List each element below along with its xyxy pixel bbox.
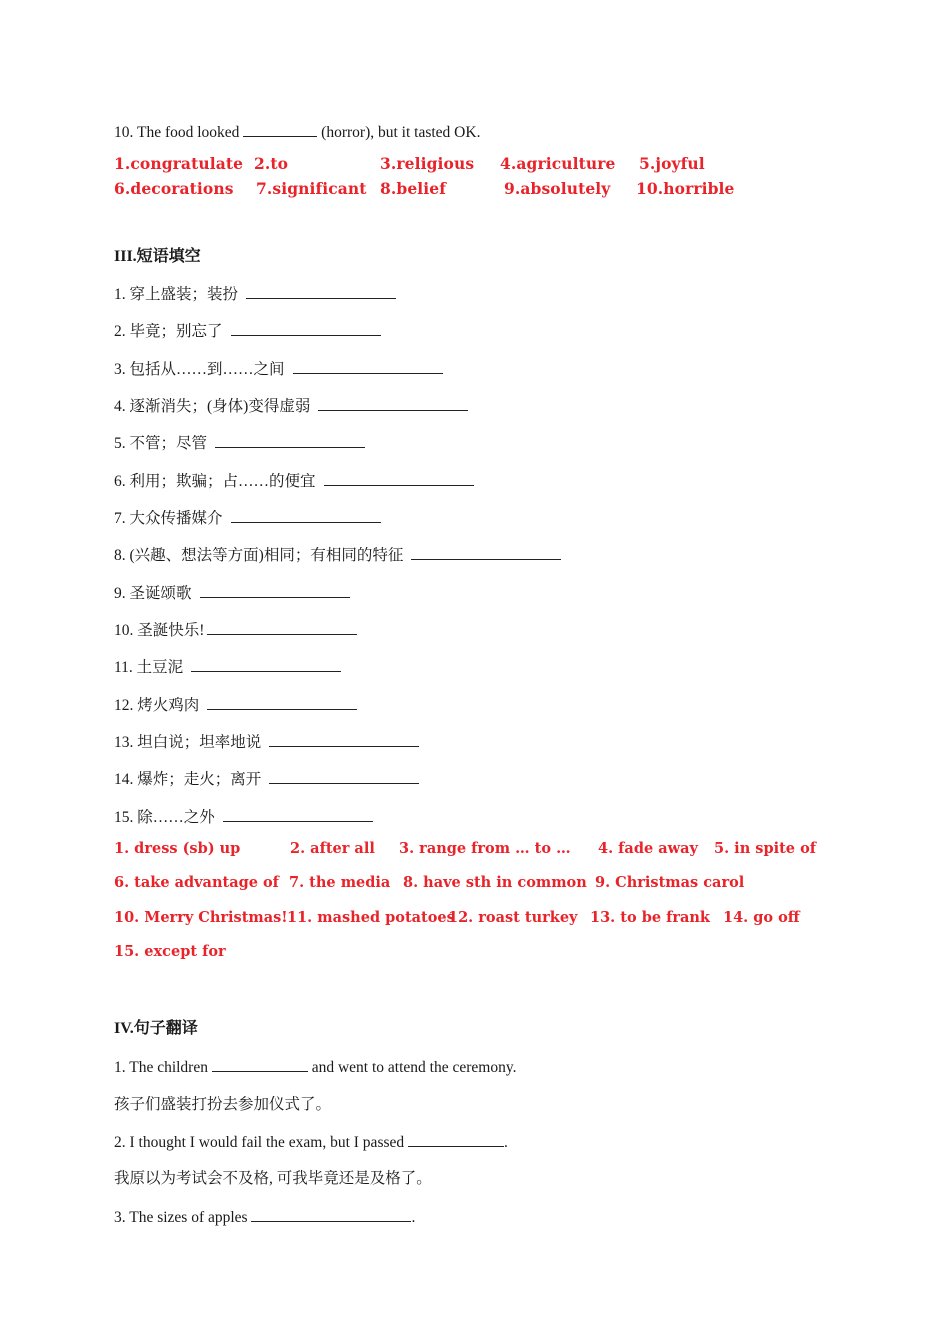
answer-key-item: 2.to [254, 154, 289, 173]
translation-item [114, 1207, 415, 1228]
answer-blank[interactable] [269, 732, 419, 747]
answer-blank[interactable] [223, 807, 373, 822]
phrase-prompt: 9. 圣诞颂歌 [114, 585, 192, 602]
answer-blank[interactable] [411, 545, 561, 560]
answer-key-item: 9.absolutely [504, 179, 611, 198]
answer-key-item: 13. to be frank [590, 909, 710, 926]
answer-blank[interactable] [408, 1132, 504, 1147]
phrase-item [114, 321, 381, 342]
answer-blank[interactable] [215, 433, 365, 448]
answer-key-item: 4.agriculture [500, 154, 616, 173]
section-title: IV.句子翻译 [114, 1020, 198, 1037]
question-text: (horror), but it tasted OK. [317, 124, 481, 141]
phrase-item [114, 471, 474, 492]
translation-item [114, 1132, 508, 1153]
phrase-prompt: 5. 不管；尽管 [114, 435, 208, 452]
answer-key-item: 11. mashed potatoes [287, 909, 455, 926]
answer-key-item: 10. Merry Christmas! [114, 909, 288, 926]
answer-key-item: 2. after all [290, 840, 375, 857]
answer-key-item: 7.significant [256, 179, 367, 198]
answer-key-item: 1. dress (sb) up [114, 840, 241, 857]
phrase-item [114, 695, 357, 716]
translation-chinese: 我原以为考试会不及格, 可我毕竟还是及格了。 [114, 1170, 432, 1187]
phrase-prompt: 11. 土豆泥 [114, 659, 184, 676]
phrase-item [114, 807, 373, 828]
answer-blank[interactable] [207, 695, 357, 710]
answer-blank[interactable] [251, 1207, 411, 1222]
phrase-item [114, 359, 443, 380]
answer-key-item: 6.decorations [114, 179, 234, 198]
phrase-prompt: 2. 毕竟；别忘了 [114, 323, 223, 340]
phrase-item [114, 657, 341, 678]
answer-blank[interactable] [191, 657, 341, 672]
phrase-item [114, 508, 381, 529]
phrase-prompt: 4. 逐渐消失；(身体)变得虚弱 [114, 398, 311, 415]
answer-blank[interactable] [207, 620, 357, 635]
translation-chinese: 孩子们盛装打扮去参加仪式了。 [114, 1096, 332, 1113]
answer-blank[interactable] [243, 122, 317, 137]
sentence-text: . [411, 1209, 416, 1226]
phrase-prompt: 8. (兴趣、想法等方面)相同；有相同的特征 [114, 547, 404, 564]
answer-key-item: 3. range from … to … [399, 840, 571, 857]
section-title: III.短语填空 [114, 248, 201, 265]
answer-key-item: 3.religious [380, 154, 475, 173]
answer-blank[interactable] [324, 471, 474, 486]
answer-blank[interactable] [212, 1057, 308, 1072]
phrase-prompt: 1. 穿上盛装；装扮 [114, 286, 239, 303]
question-10 [114, 122, 480, 143]
answer-blank[interactable] [269, 769, 419, 784]
answer-key-item: 1.congratulate [114, 154, 244, 173]
answer-key-item: 14. go off [723, 909, 800, 926]
phrase-prompt: 14. 爆炸；走火；离开 [114, 771, 262, 788]
phrase-item [114, 284, 396, 305]
phrase-prompt: 6. 利用；欺骗；占……的便宜 [114, 473, 316, 490]
phrase-item [114, 732, 419, 753]
answer-key-item: 10.horrible [636, 179, 735, 198]
sentence-text: . [504, 1134, 508, 1151]
phrase-prompt: 13. 坦白说；坦率地说 [114, 734, 262, 751]
answer-blank[interactable] [200, 583, 350, 598]
answer-key-item: 5.joyful [639, 154, 705, 173]
phrase-prompt: 3. 包括从……到……之间 [114, 361, 285, 378]
answer-key-item: 15. except for [114, 943, 226, 960]
answer-key-item: 12. roast turkey [448, 909, 578, 926]
answer-key-item: 7. the media [289, 874, 391, 891]
answer-key-item: 8. have sth in common [403, 874, 587, 891]
sentence-text: 3. The sizes of apples [114, 1209, 252, 1226]
phrase-item [114, 396, 468, 417]
answer-blank[interactable] [293, 359, 443, 374]
answer-blank[interactable] [231, 508, 381, 523]
phrase-prompt: 10. 圣誕快乐! [114, 622, 205, 639]
sentence-text: 1. The children [114, 1059, 212, 1076]
phrase-item [114, 433, 365, 454]
sentence-text: and went to attend the ceremony. [307, 1059, 517, 1076]
translation-item [114, 1057, 516, 1078]
sentence-text: 2. I thought I would fail the exam, but I passed [114, 1134, 409, 1151]
answer-key-item: 9. Christmas carol [595, 874, 745, 891]
phrase-item [114, 545, 561, 566]
answer-blank[interactable] [246, 284, 396, 299]
answer-key-item: 6. take advantage of [114, 874, 279, 891]
answer-key-item: 8.belief [380, 179, 446, 198]
phrase-item [114, 620, 357, 641]
phrase-item [114, 769, 419, 790]
answer-blank[interactable] [231, 321, 381, 336]
phrase-prompt: 7. 大众传播媒介 [114, 510, 223, 527]
answer-key-item: 4. fade away [598, 840, 698, 857]
phrase-item [114, 583, 350, 604]
answer-key-item: 5. in spite of [714, 840, 816, 857]
answer-blank[interactable] [318, 396, 468, 411]
phrase-prompt: 12. 烤火鸡肉 [114, 697, 200, 714]
question-text: 10. The food looked [114, 124, 244, 141]
phrase-prompt: 15. 除……之外 [114, 809, 215, 826]
